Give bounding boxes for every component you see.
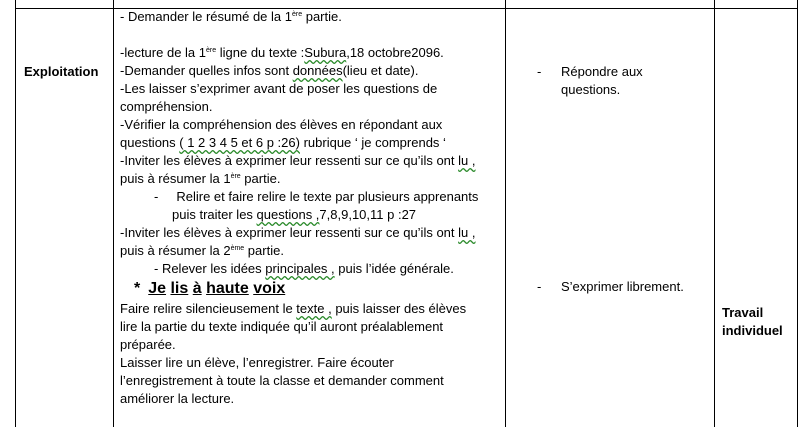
text-line: puis traiter les questions ,7,8,9,10,11 p :27	[172, 207, 417, 222]
text-line: - Relire et faire relire le texte par plusieurs apprenants	[154, 189, 479, 204]
table-border-right	[797, 0, 798, 427]
activity-column	[120, 8, 502, 408]
text-line: -lecture de la 1ère ligne du texte :Subura,18 octobre2096.	[120, 45, 444, 60]
text-line: puis à résumer la 1ère partie.	[120, 171, 281, 186]
column-divider-2	[505, 0, 506, 427]
text-line: Faire relire silencieusement le texte , puis laisser des élèves	[120, 301, 467, 316]
text-line: Laisser lire un élève, l’enregistrer. Faire écouter	[120, 355, 394, 370]
text-line: questions ( 1 2 3 4 5 et 6 p :26) rubrique ‘ je comprends ‘	[120, 135, 446, 150]
text-line: améliorer la lecture.	[120, 391, 235, 406]
text-line: puis à résumer la 2ème partie.	[120, 243, 284, 258]
student-response-1: - Répondre aux questions.	[537, 64, 643, 97]
text-line: -Inviter les élèves à exprimer leur ressenti sur ce qu’ils ont lu ,	[120, 225, 476, 240]
section-heading-je-lis-a-haute-voix: * Je lis à haute voix	[134, 280, 286, 297]
text-line: -Inviter les élèves à exprimer leur ressenti sur ce qu’ils ont lu ,	[120, 153, 476, 168]
student-response-2: - S’exprimer librement.	[537, 279, 684, 294]
text-line: compréhension.	[120, 99, 213, 114]
table-border-left	[15, 0, 16, 427]
text-line: l’enregistrement à toute la classe et demander comment	[120, 373, 444, 388]
column-divider-1	[113, 0, 114, 427]
text-line: préparée.	[120, 337, 176, 352]
text-line: -Les laisser s’exprimer avant de poser les questions de	[120, 81, 438, 96]
row-label-exploitation: Exploitation	[24, 64, 99, 79]
text-line: - Relever les idées principales , puis l’idée générale.	[154, 261, 454, 276]
column-divider-3	[714, 0, 715, 427]
text-line: -Vérifier la compréhension des élèves en répondant aux	[120, 117, 443, 132]
text-line: -Demander quelles infos sont données(lieu et date).	[120, 63, 419, 78]
text-line: - Demander le résumé de la 1ère partie.	[120, 9, 342, 24]
text-line: lire la partie du texte indiquée qu’il auront préalablement	[120, 319, 444, 334]
work-modality: Travail individuel	[722, 305, 783, 338]
